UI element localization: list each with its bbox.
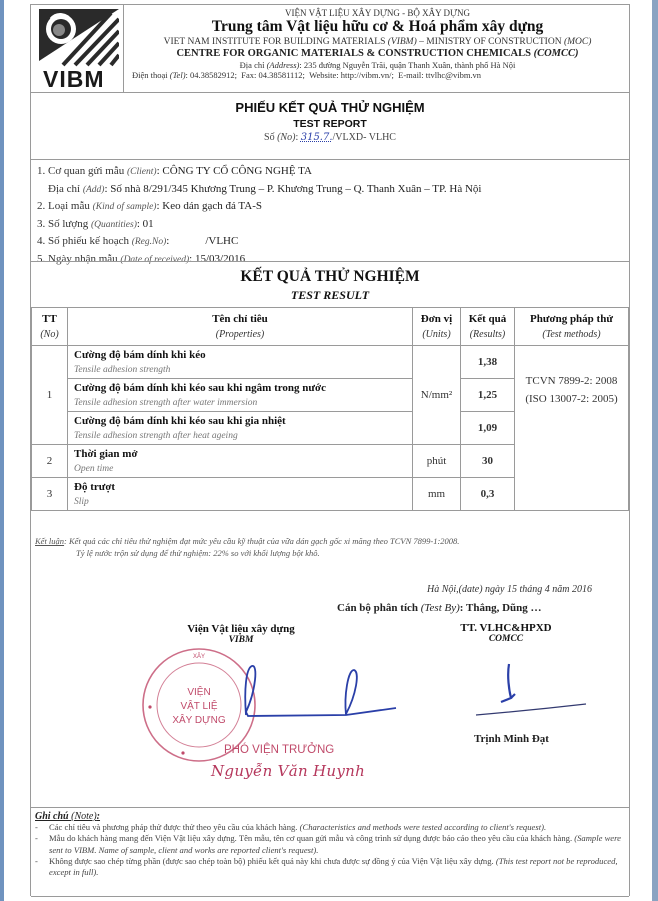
info-num: 2.	[37, 200, 48, 212]
address-value: : 235 đường Nguyễn Trãi, quận Thanh Xuân, thành phố Hà Nội	[299, 60, 516, 70]
method-line-1: TCVN 7899-2: 2008	[525, 375, 618, 387]
stamp-text-2: VẬT LIỆ	[180, 701, 218, 712]
col-header-vi: TT	[42, 312, 57, 325]
property-vi: Cường độ bám dính khi kéo sau khi ngâm trong nước	[74, 381, 326, 394]
stamp-text-1: VIỆN	[187, 687, 211, 698]
report-number-suffix: /VLXD- VLHC	[332, 132, 396, 143]
unit-cell: phút	[413, 445, 461, 478]
property-cell	[68, 346, 413, 379]
info-label: Số lượng	[48, 217, 91, 230]
institute-name: VIET NAM INSTITUTE FOR BUILDING MATERIALS	[163, 37, 388, 47]
method-text	[515, 375, 628, 405]
logo-text: VIBM	[43, 66, 105, 92]
info-label: Số phiếu kế hoạch	[48, 235, 132, 247]
ministry-line: VIỆN VẬT LIỆU XÂY DỰNG - BỘ XÂY DỰNG	[285, 8, 470, 18]
conclusion-line-2: Tỷ lệ nước trộn sử dụng để thử nghiệm: 22% so với khối lượng bột khô.	[76, 548, 320, 558]
centre-name-en	[126, 48, 629, 59]
col-header-vi: Phương pháp thử	[530, 312, 613, 325]
stamp-top-text: XÂY	[192, 654, 206, 660]
email-link[interactable]: E-mail: ttvlhc@vibm.vn	[398, 70, 482, 80]
note-text-en: (This test report not be reproduced, except in full).	[49, 855, 618, 878]
row-no: 3	[32, 478, 68, 511]
right-org-vi: TT. VLHC&HPXD	[460, 622, 552, 634]
col-header-en: (Properties)	[215, 328, 265, 340]
tel-label-en: (Tel)	[169, 70, 186, 80]
info-num: 3.	[37, 217, 48, 230]
col-header-en: (No)	[40, 328, 59, 340]
table-header-row	[32, 308, 629, 346]
left-signer-name: Nguyễn Văn Huynh	[211, 762, 366, 780]
address-label: Địa chỉ	[239, 60, 267, 70]
property-vi: Cường độ bám dính khi kéo sau khi gia nhiệt	[74, 414, 286, 427]
property-vi: Thời gian mở	[74, 447, 138, 460]
info-label-en: (Add)	[82, 184, 105, 195]
test-report-page	[30, 4, 630, 896]
stamp-text-3: XÂY DỰNG	[172, 715, 226, 726]
property-en: Open time	[74, 463, 114, 474]
website-link[interactable]: Website: http://vibm.vn/;	[309, 70, 394, 80]
institute-line-en	[126, 37, 629, 47]
report-number-label-en: (No)	[277, 132, 296, 143]
info-client	[37, 163, 627, 181]
tel-value: : 04.38582912;	[185, 70, 238, 80]
info-label-en: (Kind of sample)	[92, 202, 157, 212]
col-header-units	[413, 308, 461, 346]
result-cell: 1,25	[461, 379, 515, 412]
col-header-properties	[68, 308, 413, 346]
property-vi: Cường độ bám dính khi kéo	[74, 348, 206, 361]
property-cell	[68, 412, 413, 445]
colon: :	[295, 132, 301, 143]
col-header-vi: Đơn vị	[420, 312, 453, 325]
col-header-results	[461, 308, 515, 346]
tel-label: Điện thoại	[132, 70, 170, 80]
note-text-vi: Mẫu do khách hàng mang đến Viện Vật liệu xây dựng. Tên mẫu, tên cơ quan gửi mẫu và công trình sử dụng được báo cáo theo yêu cầu của khách hàng.	[49, 833, 575, 844]
notes	[31, 807, 629, 897]
info-value: :	[166, 235, 170, 247]
info-num: 1.	[37, 165, 48, 177]
report-number	[31, 132, 629, 143]
results-table	[31, 307, 629, 511]
table-row	[32, 346, 629, 379]
institute-abbr: (VIBM)	[387, 37, 417, 47]
method-line-2: (ISO 13007-2: 2005)	[525, 393, 618, 405]
note-text-vi: Không được sao chép từng phần (được sao chép toàn bộ) phiếu kết quả này khi chưa được sự đồng ý của Viện Vật liệu xây dựng.	[49, 855, 496, 866]
dash-icon: -	[35, 833, 38, 844]
ministry-name: – MINISTRY OF CONSTRUCTION	[416, 37, 564, 47]
col-header-en: (Units)	[422, 328, 451, 340]
property-en: Tensile adhesion strength after water immersion	[74, 397, 258, 408]
unit-cell: mm	[413, 478, 461, 511]
note-item	[35, 833, 629, 855]
col-header-en: (Results)	[469, 328, 506, 340]
note-text-vi: Các chỉ tiêu và phương pháp thử được thử theo yêu cầu của khách hàng.	[49, 822, 300, 833]
test-by	[337, 602, 542, 614]
test-by-value: : Thắng, Dũng …	[459, 602, 542, 614]
test-by-label-en: (Test By)	[420, 602, 460, 614]
colon: :	[96, 811, 101, 822]
logo-box	[31, 5, 124, 93]
note-text-en: (Sample were sent to VIBM. Name of sample, client and works are reported client's request).	[49, 833, 621, 855]
report-date: Hà Nội,(date) ngày 15 tháng 4 năm 2016	[427, 584, 592, 595]
unit-cell: N/mm²	[413, 346, 461, 445]
info-label: Loại mẫu	[48, 200, 93, 212]
report-title-vi: PHIẾU KẾT QUẢ THỬ NGHIỆM	[235, 100, 425, 115]
ministry-abbr: (MOC)	[563, 37, 592, 47]
col-header-en: (Test methods)	[542, 328, 601, 340]
letterhead	[31, 5, 629, 93]
notes-title-vi: Ghi chú	[35, 811, 72, 822]
report-title-en: TEST REPORT	[293, 118, 367, 130]
report-number-label: Số	[264, 132, 278, 143]
notes-title-en: (Note)	[71, 811, 97, 822]
info-reg-no	[37, 233, 627, 251]
property-cell	[68, 478, 413, 511]
info-kind	[37, 198, 627, 216]
window-edge-left	[0, 0, 4, 901]
info-value: : 15/03/2016	[189, 252, 246, 265]
contact-line	[126, 70, 629, 80]
results-title-block	[31, 261, 629, 303]
left-org-vi: Viện Vật liệu xây dựng	[187, 623, 295, 635]
fax-value: Fax: 04.38581112;	[241, 70, 305, 80]
centre-name: CENTRE FOR ORGANIC MATERIALS & CONSTRUCTION CHEMICALS	[176, 48, 534, 59]
note-item	[35, 856, 629, 878]
info-address	[37, 181, 627, 199]
info-value: : CÔNG TY CỔ CÔNG NGHỆ TA	[156, 165, 312, 177]
result-cell: 1,09	[461, 412, 515, 445]
centre-abbr: (COMCC)	[533, 48, 579, 59]
note-item	[35, 822, 629, 833]
col-header-methods	[515, 308, 629, 346]
signer-right-org	[421, 622, 591, 644]
info-label-en: (Date of received)	[120, 254, 190, 265]
right-signer-name: Trịnh Minh Đạt	[474, 733, 549, 745]
info-label-en: (Client)	[127, 167, 157, 177]
address-line	[126, 60, 629, 70]
property-cell	[68, 379, 413, 412]
signature-left-icon	[206, 660, 406, 720]
result-cell: 1,38	[461, 346, 515, 379]
results-title-en: TEST RESULT	[290, 288, 370, 302]
dash-icon: -	[35, 855, 38, 866]
info-value: : Số nhà 8/291/345 Khương Trung – P. Khương Trung – Q. Thanh Xuân – TP. Hà Nội	[104, 182, 482, 195]
info-label: Cơ quan gửi mẫu	[48, 165, 127, 177]
col-header-vi: Tên chỉ tiêu	[212, 312, 268, 325]
property-cell	[68, 445, 413, 478]
info-value-2: /VLHC	[205, 235, 239, 247]
info-num: 5.	[37, 252, 48, 265]
test-by-label: Cán bộ phân tích	[337, 602, 421, 614]
notes-title	[35, 811, 629, 822]
window-edge-right	[652, 0, 658, 901]
report-title-block	[31, 93, 629, 160]
dash-icon: -	[35, 822, 38, 833]
address-label-en: (Address)	[266, 60, 300, 70]
conclusion-label: Kết luận	[35, 536, 65, 546]
col-header-no	[32, 308, 68, 346]
info-label-en: (Quantities)	[90, 219, 137, 230]
info-value: : Keo dán gạch đá TA-S	[156, 200, 262, 212]
property-en: Tensile adhesion strength after heat ageing	[74, 430, 238, 441]
sample-info	[37, 163, 627, 268]
signer-left-org	[141, 623, 341, 645]
info-num: 4.	[37, 235, 48, 247]
signature-right-icon	[471, 660, 591, 720]
report-number-handwritten: 315.7.	[300, 132, 333, 143]
info-quantity	[37, 216, 627, 234]
centre-name-vi: Trung tâm Vật liệu hữu cơ & Hoá phẩm xây dựng	[211, 18, 544, 35]
left-org-en: VIBM	[228, 635, 254, 645]
letterhead-text	[126, 5, 629, 80]
result-cell: 30	[461, 445, 515, 478]
conclusion	[35, 535, 625, 559]
conclusion-text: : Kết quả các chỉ tiêu thử nghiệm đạt mức yêu cầu kỹ thuật của vữa dán gạch gốc xi măng theo TCVN 7899-1:2008.	[64, 536, 460, 546]
info-label-en: (Reg.No)	[131, 237, 167, 247]
info-label: Ngày nhận mẫu	[48, 252, 121, 265]
method-cell	[515, 346, 629, 511]
conclusion-line-1	[35, 535, 625, 547]
results-title-vi: KẾT QUẢ THỬ NGHIỆM	[240, 268, 420, 285]
property-en: Tensile adhesion strength	[74, 364, 171, 375]
row-no: 2	[32, 445, 68, 478]
property-vi: Độ trượt	[74, 480, 116, 493]
property-en: Slip	[74, 496, 89, 507]
info-label: Địa chỉ	[48, 182, 83, 195]
info-value: : 01	[136, 217, 154, 230]
left-signer-title: PHÓ VIỆN TRƯỞNG	[224, 744, 335, 756]
result-cell: 0,3	[461, 478, 515, 511]
right-org-en: COMCC	[488, 634, 524, 644]
row-no: 1	[32, 346, 68, 445]
col-header-vi: Kết quả	[468, 312, 507, 325]
note-text-en: (Characteristics and methods were tested according to client's request).	[299, 822, 547, 833]
